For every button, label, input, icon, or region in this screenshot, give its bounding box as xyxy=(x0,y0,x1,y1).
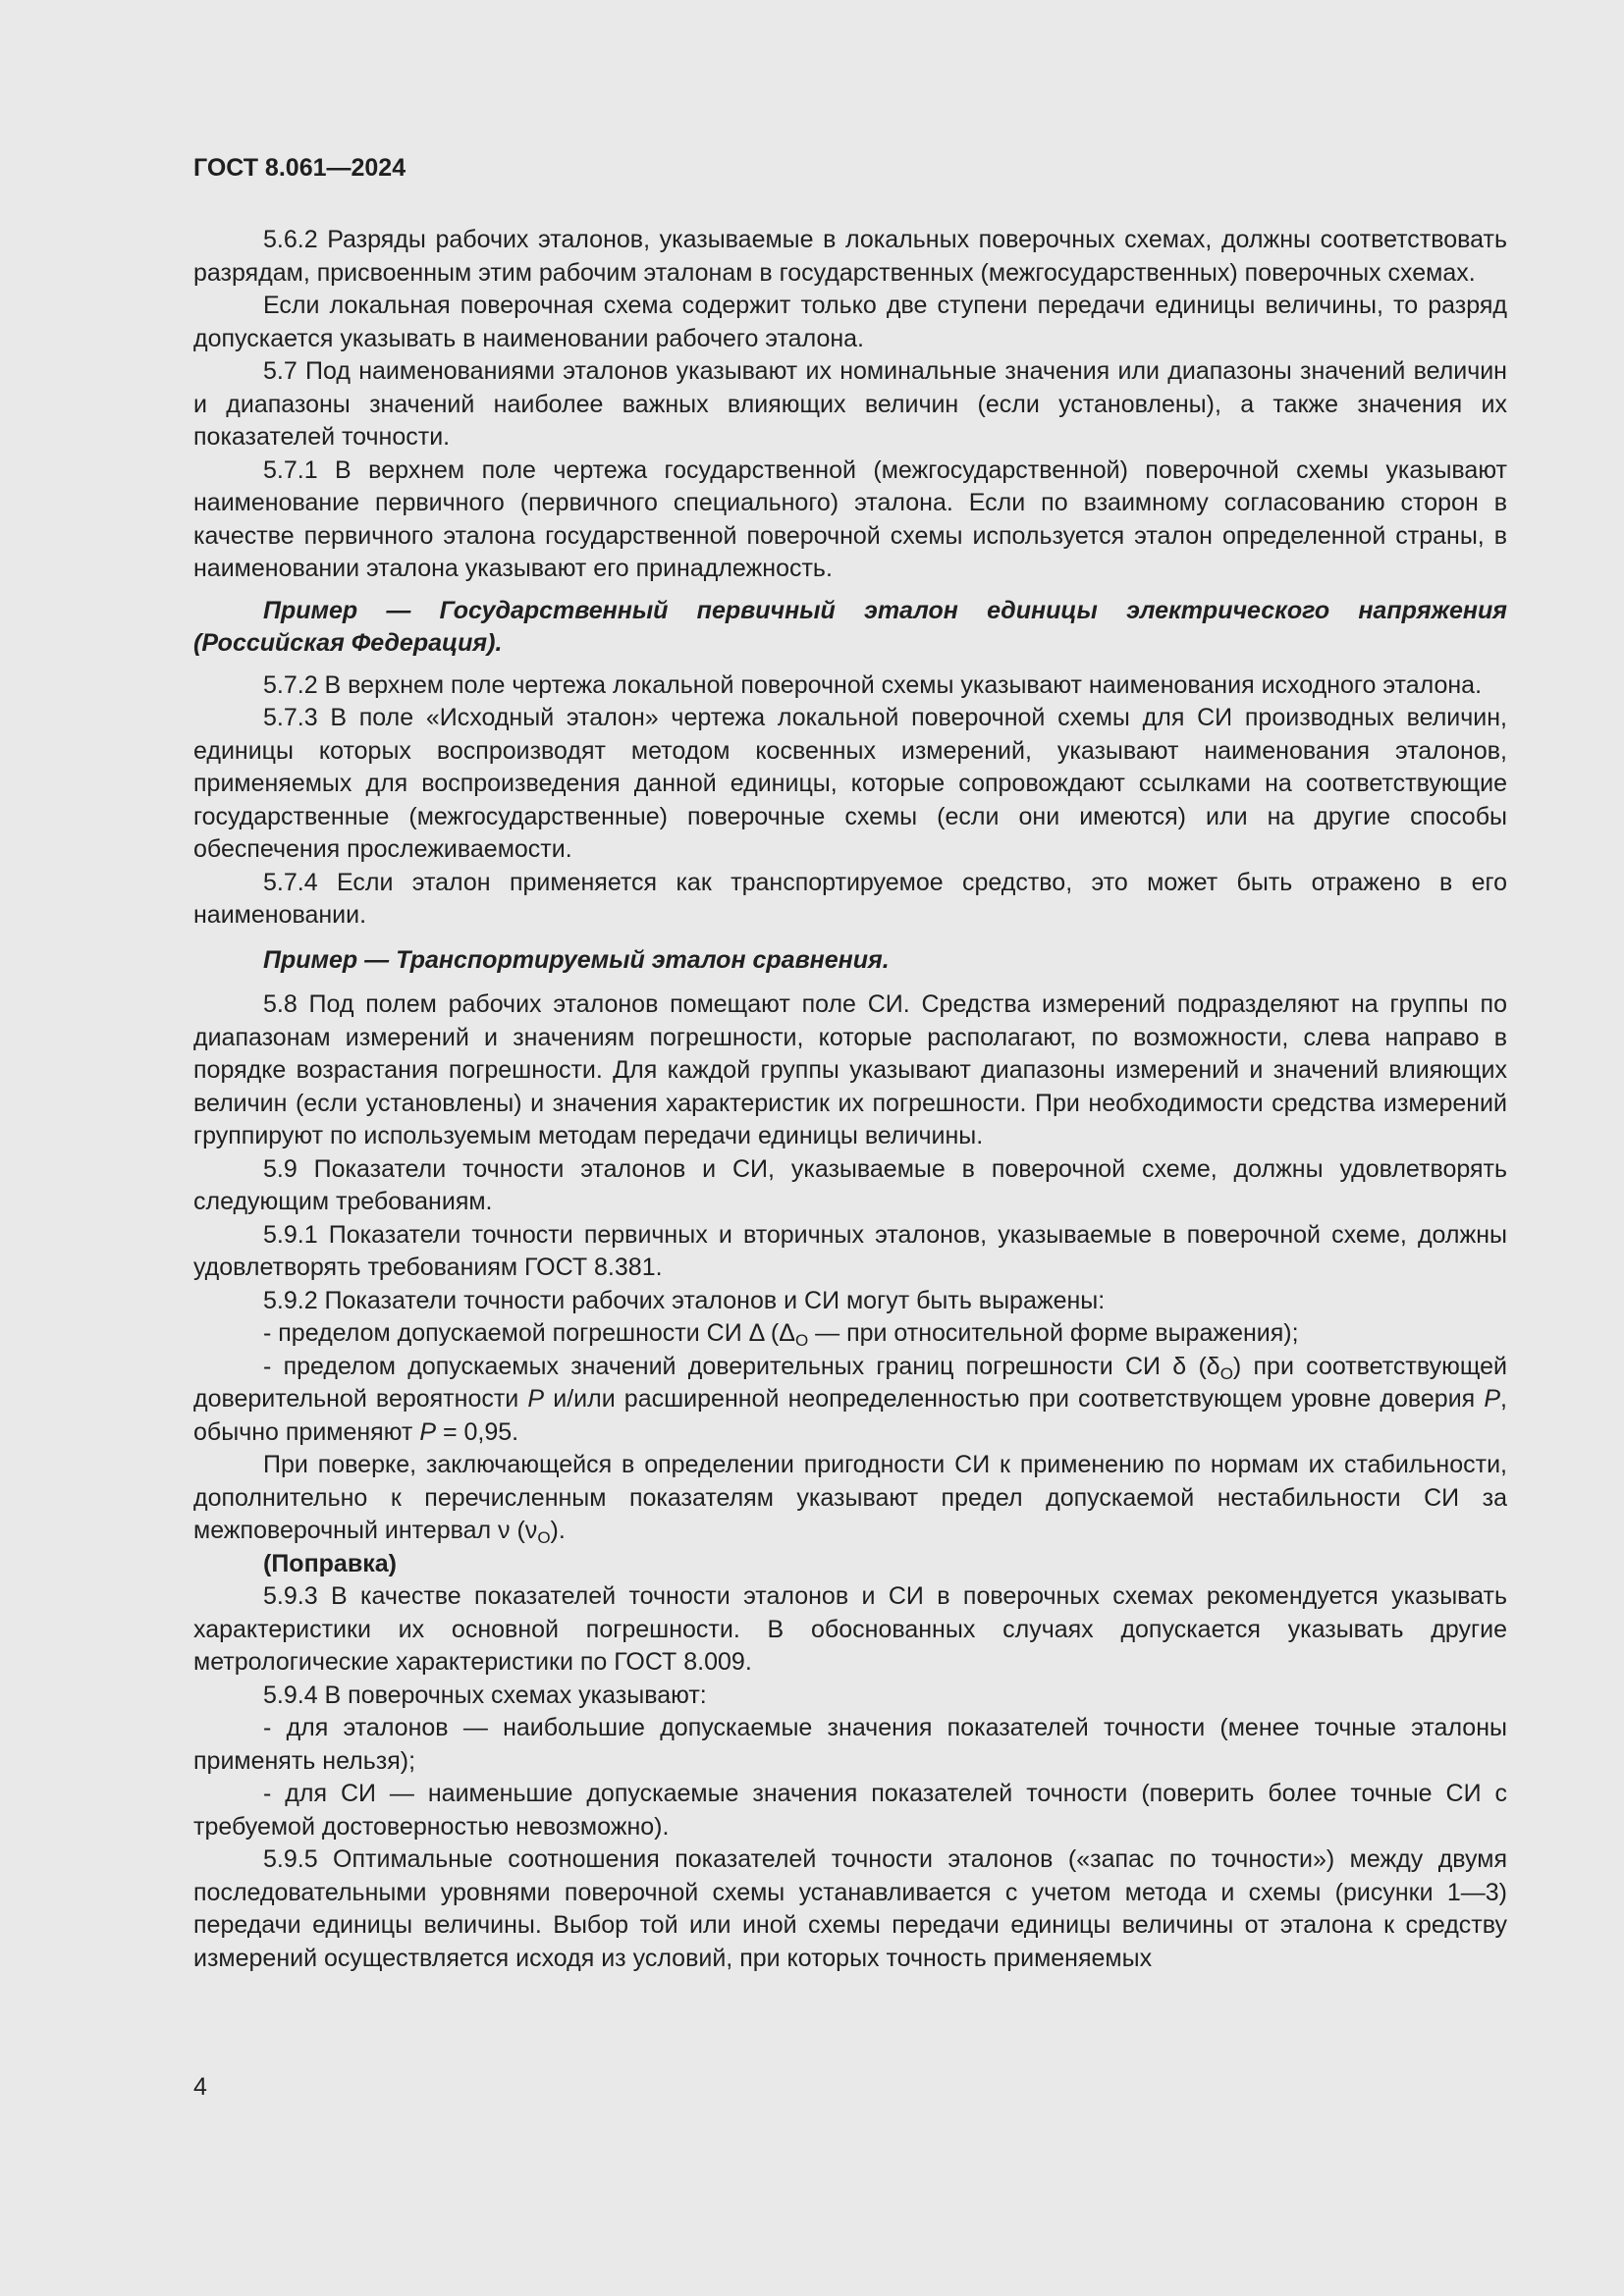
clause-5-9-2: 5.9.2 Показатели точности рабочих эталонов и СИ могут быть выражены: xyxy=(263,1286,1106,1314)
document-body xyxy=(193,224,1507,1975)
list-item-standards: - для эталонов — наибольшие допускаемые значения показателей точности (менее точные эталоны применять нельзя); xyxy=(193,1714,1507,1775)
clause-stability-note: При поверке, заключающейся в определении пригодности СИ к применению по нормам их стабильности, дополнительно к перечисленным показателям указывают предел допускаемой нестабильности СИ за межповерочный интервал ν $(\nu_O)$. xyxy=(193,1451,1507,1547)
clause-5-7-4: 5.7.4 Если эталон применяется как транспортируемое средство, это может быть отражено в его наименовании. xyxy=(193,868,1507,929)
clause-5-6-2-note: Если локальная поверочная схема содержит только две ступени передачи единицы величины, то разряд допускается указывать в наименовании рабочего эталона. xyxy=(193,292,1507,352)
clause-5-8: 5.8 Под полем рабочих эталонов помещают поле СИ. Средства измерений подразделяют на группы по диапазонам измерений и значениям погрешности, которые располагают, по возможности, слева направо в порядке возрастания погрешности. Для каждой группы указывают диапазоны измерений и значений влияющих величин (если установлены) и значения характеристик их погрешности. При необходимости средства измерений группируют по используемым методам передачи единицы величины. xyxy=(193,990,1507,1149)
clause-5-9-4: 5.9.4 В поверочных схемах указывают: xyxy=(263,1681,707,1709)
example-1: Пример — Государственный первичный эталон единицы электрического напряжения (Российская Федерация). xyxy=(193,596,1507,657)
list-item-confidence-bounds: - пределом допускаемых значений доверительных границ погрешности СИ δ $(\delta_O)$ при соответствующей доверительной вероятности P и/или расширенной неопределенностью при соответствующем уровне доверия P, обычно применяют P = 0,95. xyxy=(193,1352,1507,1446)
clause-5-9: 5.9 Показатели точности эталонов и СИ, указываемые в поверочной схеме, должны удовлетворять следующим требованиям. xyxy=(193,1154,1507,1215)
clause-5-7: 5.7 Под наименованиями эталонов указывают их номинальные значения или диапазоны значений величин и диапазоны значений наиболее важных влияющих величин (если установлены), а также значения их показателей точности. xyxy=(193,357,1507,451)
clause-5-6-2: 5.6.2 Разряды рабочих эталонов, указываемые в локальных поверочных схемах, должны соответствовать разрядам, присвоенным этим рабочим эталонам в государственных (межгосударственных) поверочных схемах. xyxy=(193,226,1507,287)
list-item-measuring-instruments: - для СИ — наименьшие допускаемые значения показателей точности (поверить более точные СИ с требуемой достоверностью невозможно). xyxy=(193,1780,1507,1841)
list-item-error-limit: - пределом допускаемой погрешности СИ Δ ($\Delta_O$ — при относительной форме выражения); xyxy=(263,1319,1299,1350)
clause-5-7-1: 5.7.1 В верхнем поле чертежа государственной (межгосударственной) поверочной схемы указывают наименование первичного (первичного специального) эталона. Если по взаимному согласованию сторон в качестве первичного эталона государственной поверочной схемы используется эталон определенной страны, в наименовании эталона указывают его принадлежность. xyxy=(193,455,1507,582)
clause-5-9-5: 5.9.5 Оптимальные соотношения показателей точности эталонов («запас по точности») между двумя последовательными уровнями поверочной схемы устанавливается с учетом метода и схемы (рисунки 1—3) передачи единицы величины. Выбор той или иной схемы передачи единицы величины от эталона к средству измерений осуществляется исходя из условий, при которых точность применяемых xyxy=(193,1845,1507,1972)
clause-5-9-3: 5.9.3 В качестве показателей точности эталонов и СИ в поверочных схемах рекомендуется указывать характеристики их основной погрешности. В обоснованных случаях допускается указывать другие метрологические характеристики по ГОСТ 8.009. xyxy=(193,1582,1507,1676)
amendment-label: (Поправка) xyxy=(263,1549,397,1577)
clause-5-9-1: 5.9.1 Показатели точности первичных и вторичных эталонов, указываемые в поверочной схеме, должны удовлетворять требованиям ГОСТ 8.381. xyxy=(193,1220,1507,1281)
clause-5-7-3: 5.7.3 В поле «Исходный эталон» чертежа локальной поверочной схемы для СИ производных величин, единицы которых воспроизводят методом косвенных измерений, указывают наименования эталонов, применяемых для воспроизведения данной единицы, которые сопровождают ссылками на соответствующие государственные (межгосударственные) поверочные схемы (если они имеются) или на другие способы обеспечения прослеживаемости. xyxy=(193,704,1507,863)
example-2: Пример — Транспортируемый эталон сравнения. xyxy=(263,945,890,974)
document-header: ГОСТ 8.061—2024 xyxy=(193,154,406,182)
page-number: 4 xyxy=(193,2073,207,2101)
clause-5-7-2: 5.7.2 В верхнем поле чертежа локальной поверочной схемы указывают наименования исходного эталона. xyxy=(263,670,1483,699)
